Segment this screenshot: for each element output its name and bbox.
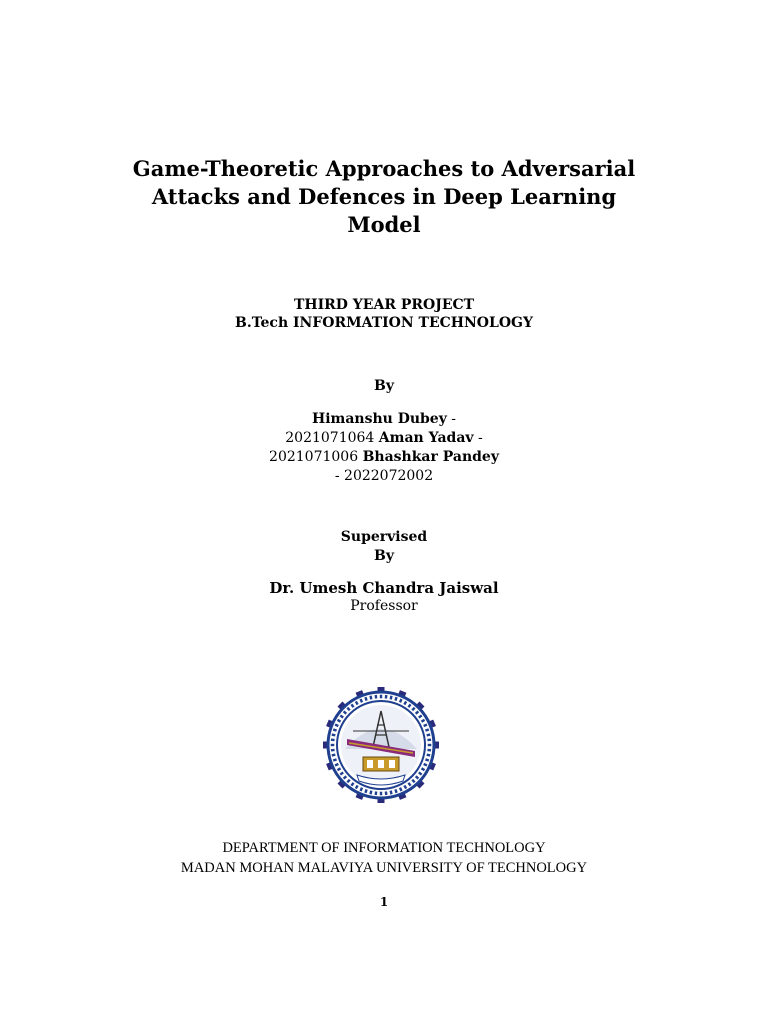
supervisor-name: Dr. Umesh Chandra Jaiswal (269, 579, 499, 597)
authors-block (0, 410, 768, 486)
by-label: By (374, 378, 394, 394)
supervisor-designation: Professor (350, 598, 418, 614)
supervisor-block (0, 579, 768, 616)
author-separator-2: - (473, 430, 483, 446)
project-line-1: THIRD YEAR PROJECT (293, 297, 475, 313)
university-seal-icon (323, 687, 439, 803)
document-title (0, 155, 768, 239)
author-line-2 (0, 429, 768, 448)
author-name-1: Himanshu Dubey (311, 411, 447, 427)
author-line-3 (0, 448, 768, 467)
title-line-1: Game-Theoretic Approaches to Adversarial (132, 156, 636, 181)
supervised-by (0, 528, 768, 566)
page-number: 1 (379, 895, 389, 909)
author-id-3: - 2022072002 (334, 468, 434, 484)
supervised-line-1: Supervised (340, 529, 428, 545)
title-line-3: Model (347, 212, 421, 237)
author-id-2: 2021071006 (269, 449, 359, 465)
department-block (0, 838, 768, 878)
author-separator-1: - (446, 411, 457, 427)
supervised-line-2: By (374, 548, 394, 564)
author-name-2: Aman Yadav (378, 430, 474, 446)
author-line-4 (0, 467, 768, 486)
department-name: DEPARTMENT OF INFORMATION TECHNOLOGY (222, 840, 546, 856)
university-name: MADAN MOHAN MALAVIYA UNIVERSITY OF TECHNOLOGY (180, 860, 588, 876)
author-line-1 (0, 410, 768, 429)
project-line-2: B.Tech INFORMATION TECHNOLOGY (235, 315, 533, 331)
author-name-3: Bhashkar Pandey (362, 449, 499, 465)
project-type (0, 296, 768, 332)
university-logo (323, 687, 439, 803)
author-id-1: 2021071064 (285, 430, 375, 446)
title-line-2: Attacks and Defences in Deep Learning (151, 184, 617, 209)
